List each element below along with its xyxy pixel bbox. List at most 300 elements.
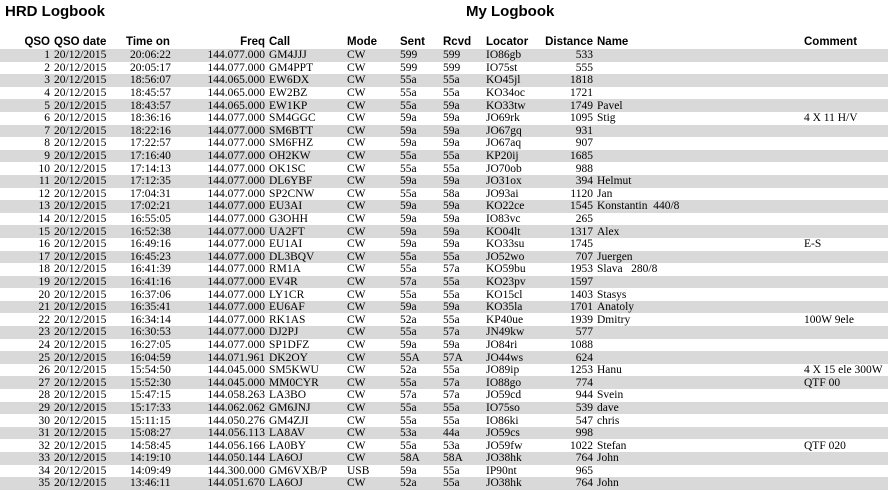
cell-distance: 533 <box>542 49 595 62</box>
cell-qso-date: 20/12/2015 <box>54 414 107 427</box>
cell-locator: JO70ob <box>486 162 522 175</box>
cell-distance: 1953 <box>570 263 593 276</box>
cell-freq: 144.077.000 <box>174 49 267 62</box>
cell-comment <box>802 74 888 87</box>
cell-sent: 59a <box>398 125 441 138</box>
cell-qso: 13 <box>0 200 52 213</box>
cell-qso-date: 20/12/2015 <box>54 200 107 213</box>
cell-time-on: 17:22:57 <box>130 137 171 150</box>
cell-name <box>595 125 802 138</box>
cell-name <box>595 326 802 339</box>
cell-comment: 100W 9ele <box>804 313 854 326</box>
cell-distance: 707 <box>542 251 595 264</box>
cell-time-on: 15:08:27 <box>108 427 174 440</box>
cell-sent: 55a <box>400 87 417 100</box>
cell-name: dave <box>595 402 802 415</box>
table-row <box>0 313 888 326</box>
cell-sent: 55a <box>400 414 417 427</box>
cell-distance: 998 <box>542 427 595 440</box>
cell-rcvd: 55a <box>441 402 484 415</box>
cell-name <box>595 49 802 62</box>
cell-time-on: 15:52:30 <box>108 376 174 389</box>
cell-rcvd: 57a <box>441 326 484 339</box>
cell-freq: 144.065.000 <box>207 87 265 100</box>
cell-comment <box>802 62 888 75</box>
cell-qso: 24 <box>38 338 50 351</box>
cell-mode: CW <box>347 137 366 150</box>
cell-sent: 55a <box>398 99 441 112</box>
cell-locator: IO86gb <box>484 49 542 62</box>
cell-time-on: 14:19:10 <box>108 452 174 465</box>
cell-qso-date: 20/12/2015 <box>54 427 107 440</box>
cell-rcvd: 59a <box>441 99 484 112</box>
cell-qso: 14 <box>38 213 50 226</box>
cell-time-on: 16:55:05 <box>130 213 171 226</box>
cell-sent: 55A <box>398 351 441 364</box>
cell-rcvd: 599 <box>441 49 484 62</box>
cell-locator: KO45jl <box>484 74 542 87</box>
cell-name: Stefan <box>597 439 627 452</box>
table-row <box>0 276 888 289</box>
logbook-rows <box>0 49 888 490</box>
cell-qso: 27 <box>0 376 52 389</box>
cell-qso-date: 20/12/2015 <box>54 351 107 364</box>
cell-sent: 58A <box>398 452 441 465</box>
cell-locator: JO59fw <box>486 439 523 452</box>
cell-qso-date: 20/12/2015 <box>54 401 107 414</box>
cell-mode: CW <box>345 150 398 163</box>
cell-freq: 144.077.000 <box>174 150 267 163</box>
cell-freq: 144.077.000 <box>207 313 265 326</box>
cell-comment <box>802 427 888 440</box>
cell-qso-date: 20/12/2015 <box>54 49 107 62</box>
cell-rcvd: 55a <box>441 74 484 87</box>
cell-locator: JO84ri <box>486 338 518 351</box>
cell-comment <box>802 99 888 112</box>
cell-time-on: 16:04:59 <box>108 351 174 364</box>
table-row <box>0 452 888 465</box>
cell-qso: 30 <box>38 414 50 427</box>
cell-rcvd: 59a <box>443 213 460 226</box>
cell-locator: JO59cs <box>484 427 542 440</box>
cell-distance: 1749 <box>542 99 595 112</box>
cell-distance: 1403 <box>570 288 593 301</box>
cell-name: Dmitry <box>597 313 631 326</box>
cell-sent: 57a <box>398 276 441 289</box>
cell-mode: CW <box>347 238 366 251</box>
cell-sent: 55a <box>400 162 417 175</box>
cell-distance: 265 <box>575 213 593 226</box>
column-header-name: Name <box>597 36 629 48</box>
cell-distance: 907 <box>575 137 593 150</box>
cell-qso-date: 20/12/2015 <box>54 124 107 137</box>
cell-qso: 28 <box>38 389 50 402</box>
cell-sent: 52a <box>400 364 417 377</box>
cell-qso-date: 20/12/2015 <box>54 288 107 301</box>
cell-qso-date: 20/12/2015 <box>54 187 107 200</box>
cell-qso-date: 20/12/2015 <box>54 87 107 100</box>
logbook-table <box>0 35 888 490</box>
cell-qso-date: 20/12/2015 <box>54 326 107 339</box>
cell-mode: CW <box>345 225 398 238</box>
table-row <box>0 62 888 75</box>
cell-call: DK2OY <box>267 351 345 364</box>
cell-distance: 1818 <box>542 74 595 87</box>
cell-time-on: 17:04:31 <box>130 187 171 200</box>
cell-locator: IO75st <box>486 61 518 74</box>
cell-qso-date: 20/12/2015 <box>54 301 107 314</box>
cell-rcvd: 59a <box>443 112 460 125</box>
cell-mode: CW <box>345 326 398 339</box>
cell-name: Hanu <box>597 364 622 377</box>
cell-qso-date: 20/12/2015 <box>54 225 107 238</box>
cell-call: RK1AS <box>269 313 306 326</box>
cell-sent: 55a <box>400 288 417 301</box>
cell-sent: 59a <box>400 137 417 150</box>
cell-mode: CW <box>347 414 366 427</box>
cell-distance: 1088 <box>570 338 593 351</box>
table-row <box>0 87 888 100</box>
cell-locator: IO83vc <box>486 213 521 226</box>
cell-mode: CW <box>345 427 398 440</box>
cell-call: EW6DX <box>267 74 345 87</box>
cell-rcvd: 55a <box>441 276 484 289</box>
table-row <box>0 364 888 377</box>
cell-qso: 11 <box>0 175 52 188</box>
cell-locator: KO33tw <box>484 99 542 112</box>
cell-name <box>595 162 802 175</box>
cell-rcvd: 59a <box>441 225 484 238</box>
cell-call: EW1KP <box>267 99 345 112</box>
cell-comment: E-S <box>804 238 822 251</box>
cell-sent: 55a <box>400 263 417 276</box>
cell-comment <box>802 200 888 213</box>
cell-rcvd: 55a <box>441 477 484 490</box>
cell-rcvd: 58A <box>441 452 484 465</box>
cell-time-on: 16:45:23 <box>108 251 174 264</box>
cell-qso: 5 <box>0 99 52 112</box>
cell-rcvd: 599 <box>443 61 461 74</box>
cell-qso: 17 <box>0 251 52 264</box>
cell-distance: 965 <box>575 464 593 477</box>
cell-qso: 25 <box>0 351 52 364</box>
cell-qso-date: 20/12/2015 <box>54 313 107 326</box>
table-row <box>0 99 888 112</box>
cell-time-on: 20:05:17 <box>130 61 171 74</box>
cell-locator: KO35la <box>484 301 542 314</box>
cell-qso: 31 <box>0 427 52 440</box>
cell-mode: USB <box>347 464 370 477</box>
cell-distance: 764 <box>542 452 595 465</box>
cell-mode: CW <box>345 351 398 364</box>
cell-rcvd: 55a <box>441 150 484 163</box>
cell-locator: IO75so <box>484 402 542 415</box>
cell-comment <box>802 389 888 402</box>
cell-rcvd: 59a <box>441 200 484 213</box>
cell-locator: JO38hk <box>484 477 542 490</box>
cell-call: GM4JJJ <box>267 49 345 62</box>
cell-sent: 55a <box>398 150 441 163</box>
cell-call: SM5KWU <box>269 364 319 377</box>
cell-comment <box>802 414 888 427</box>
cell-comment <box>802 225 888 238</box>
cell-comment <box>802 150 888 163</box>
cell-qso: 34 <box>38 464 50 477</box>
cell-distance: 624 <box>542 351 595 364</box>
cell-locator: KO22ce <box>484 200 542 213</box>
cell-sent: 599 <box>398 49 441 62</box>
cell-freq: 144.077.000 <box>174 301 267 314</box>
cell-sent: 55a <box>400 187 417 200</box>
cell-comment <box>802 175 888 188</box>
cell-comment <box>802 263 888 276</box>
table-row <box>0 477 888 490</box>
cell-qso: 32 <box>38 439 50 452</box>
cell-mode: CW <box>345 301 398 314</box>
cell-call: DL3BQV <box>267 251 345 264</box>
cell-comment <box>802 339 888 352</box>
cell-qso-date: 20/12/2015 <box>54 74 107 87</box>
cell-name: Alex <box>595 225 802 238</box>
cell-comment <box>802 452 888 465</box>
cell-call: EV4R <box>267 276 345 289</box>
cell-freq: 144.077.000 <box>174 125 267 138</box>
cell-rcvd: 57A <box>441 351 484 364</box>
table-row <box>0 288 888 301</box>
cell-qso: 35 <box>0 477 52 490</box>
cell-rcvd: 57a <box>443 263 460 276</box>
cell-name <box>595 87 802 100</box>
cell-time-on: 16:41:16 <box>108 276 174 289</box>
cell-mode: CW <box>347 162 366 175</box>
cell-sent: 59a <box>398 200 441 213</box>
cell-time-on: 18:45:57 <box>130 87 171 100</box>
cell-call: DL6YBF <box>267 175 345 188</box>
cell-mode: CW <box>347 187 366 200</box>
cell-name: Pavel <box>595 99 802 112</box>
table-row <box>0 439 888 452</box>
table-row <box>0 326 888 339</box>
cell-name <box>595 238 802 251</box>
cell-call: SP1DFZ <box>269 338 310 351</box>
cell-comment: 4 X 15 ele 300W <box>804 364 883 377</box>
cell-freq: 144.077.000 <box>207 338 265 351</box>
cell-rcvd: 55a <box>443 162 460 175</box>
cell-time-on: 13:46:11 <box>108 477 174 490</box>
cell-rcvd: 55a <box>443 87 460 100</box>
cell-qso-date: 20/12/2015 <box>54 213 107 226</box>
column-header-distance: Distance <box>545 36 593 48</box>
cell-locator: JO52wo <box>484 251 542 264</box>
cell-qso: 22 <box>38 313 50 326</box>
cell-mode: CW <box>347 213 366 226</box>
cell-freq: 144.077.000 <box>174 326 267 339</box>
cell-sent: 59a <box>400 464 417 477</box>
cell-qso-date: 20/12/2015 <box>54 464 107 477</box>
cell-distance: 1317 <box>542 225 595 238</box>
cell-distance: 1701 <box>542 301 595 314</box>
cell-freq: 144.077.000 <box>207 162 265 175</box>
cell-name <box>595 62 802 75</box>
table-row <box>0 238 888 251</box>
cell-qso: 19 <box>0 276 52 289</box>
cell-name: Juergen <box>595 251 802 264</box>
table-row <box>0 200 888 213</box>
table-row <box>0 49 888 62</box>
cell-qso-date: 20/12/2015 <box>54 162 107 175</box>
cell-qso-date: 20/12/2015 <box>54 452 107 465</box>
cell-distance: 539 <box>542 402 595 415</box>
cell-time-on: 16:52:38 <box>108 225 174 238</box>
cell-freq: 144.300.000 <box>207 464 265 477</box>
column-header-qso-date: QSO date <box>54 36 107 48</box>
cell-distance: 764 <box>542 477 595 490</box>
cell-mode: CW <box>347 364 366 377</box>
cell-freq: 144.077.000 <box>207 263 265 276</box>
cell-call: LA6OJ <box>267 477 345 490</box>
cell-qso-date: 20/12/2015 <box>54 275 107 288</box>
cell-time-on: 14:58:45 <box>130 439 171 452</box>
cell-time-on: 16:49:16 <box>130 238 171 251</box>
cell-time-on: 18:22:16 <box>108 125 174 138</box>
cell-qso-date: 20/12/2015 <box>54 150 107 163</box>
cell-mode: CW <box>345 376 398 389</box>
table-row <box>0 376 888 389</box>
cell-call: GM6JNJ <box>267 402 345 415</box>
cell-name: Konstantin 440/8 <box>595 200 802 213</box>
cell-call: EU6AF <box>267 301 345 314</box>
cell-mode: CW <box>347 288 366 301</box>
table-row <box>0 465 888 478</box>
cell-distance: 1095 <box>570 112 593 125</box>
cell-freq: 144.062.062 <box>174 402 267 415</box>
cell-mode: CW <box>347 87 366 100</box>
cell-freq: 144.058.263 <box>207 389 265 402</box>
cell-mode: CW <box>345 99 398 112</box>
cell-name: chris <box>597 414 620 427</box>
cell-locator: JO44ws <box>484 351 542 364</box>
cell-rcvd: 55a <box>441 251 484 264</box>
table-row <box>0 150 888 163</box>
cell-sent: 55a <box>398 376 441 389</box>
cell-rcvd: 57a <box>443 389 460 402</box>
cell-rcvd: 55a <box>443 464 460 477</box>
cell-freq: 144.077.000 <box>207 137 265 150</box>
cell-locator: JO59cd <box>486 389 522 402</box>
cell-qso-date: 20/12/2015 <box>54 99 107 112</box>
cell-sent: 53a <box>398 427 441 440</box>
cell-call: EU1AI <box>269 238 303 251</box>
cell-mode: CW <box>347 61 366 74</box>
cell-sent: 59a <box>400 338 417 351</box>
table-row <box>0 175 888 188</box>
table-row <box>0 251 888 264</box>
cell-name <box>595 339 802 352</box>
cell-locator: JO31ox <box>484 175 542 188</box>
cell-freq: 144.051.670 <box>174 477 267 490</box>
cell-name <box>595 137 802 150</box>
cell-distance: 944 <box>575 389 593 402</box>
cell-locator: JO69rk <box>486 112 520 125</box>
cell-comment <box>802 213 888 226</box>
table-row <box>0 74 888 87</box>
cell-call: SM6BTT <box>267 125 345 138</box>
cell-qso: 15 <box>0 225 52 238</box>
cell-locator: KP20ij <box>484 150 542 163</box>
cell-name <box>595 150 802 163</box>
cell-time-on: 15:54:50 <box>130 364 171 377</box>
cell-freq: 144.077.000 <box>207 213 265 226</box>
cell-sent: 59a <box>398 301 441 314</box>
cell-sent: 57a <box>400 389 417 402</box>
cell-freq: 144.077.000 <box>174 175 267 188</box>
cell-qso: 10 <box>38 162 50 175</box>
cell-comment <box>802 137 888 150</box>
cell-call: MM0CYR <box>267 376 345 389</box>
cell-freq: 144.077.000 <box>207 238 265 251</box>
cell-time-on: 16:30:53 <box>108 326 174 339</box>
cell-sent: 55a <box>398 74 441 87</box>
table-row <box>0 263 888 276</box>
cell-name: John <box>595 477 802 490</box>
cell-sent: 59a <box>398 225 441 238</box>
cell-sent: 59a <box>400 238 417 251</box>
cell-call: OK1SC <box>269 162 306 175</box>
cell-mode: CW <box>345 125 398 138</box>
cell-qso-date: 20/12/2015 <box>54 338 107 351</box>
cell-comment <box>802 288 888 301</box>
cell-freq: 144.077.000 <box>207 61 265 74</box>
cell-call: LA3BO <box>269 389 307 402</box>
cell-qso-date: 20/12/2015 <box>54 61 107 74</box>
cell-distance: 1685 <box>542 150 595 163</box>
cell-rcvd: 58a <box>443 187 460 200</box>
cell-mode: CW <box>347 112 366 125</box>
cell-distance: 1545 <box>542 200 595 213</box>
cell-qso-date: 20/12/2015 <box>54 250 107 263</box>
cell-call: G3OHH <box>269 213 308 226</box>
cell-freq: 144.077.000 <box>207 112 265 125</box>
cell-qso: 7 <box>0 125 52 138</box>
cell-locator: JO38hk <box>484 452 542 465</box>
cell-qso: 8 <box>44 137 50 150</box>
table-row <box>0 427 888 440</box>
cell-call: GM6VXB/P <box>269 464 328 477</box>
table-row <box>0 213 888 226</box>
cell-rcvd: 59a <box>441 175 484 188</box>
table-header-row <box>0 35 888 49</box>
cell-sent: 55a <box>400 439 417 452</box>
cell-qso: 33 <box>0 452 52 465</box>
cell-distance: 577 <box>542 326 595 339</box>
cell-mode: CW <box>345 402 398 415</box>
cell-name <box>595 427 802 440</box>
cell-freq: 144.077.000 <box>174 225 267 238</box>
cell-sent: 59a <box>400 213 417 226</box>
cell-name: Helmut <box>595 175 802 188</box>
cell-time-on: 18:56:07 <box>108 74 174 87</box>
cell-time-on: 17:16:40 <box>108 150 174 163</box>
column-header-sent: Sent <box>400 36 425 48</box>
cell-distance: 547 <box>575 414 593 427</box>
cell-locator: KP40ue <box>486 313 524 326</box>
cell-mode: CW <box>345 251 398 264</box>
cell-time-on: 16:34:14 <box>130 313 171 326</box>
cell-comment <box>802 162 888 175</box>
table-row <box>0 339 888 352</box>
cell-time-on: 20:06:22 <box>108 49 174 62</box>
cell-call: RM1A <box>269 263 301 276</box>
